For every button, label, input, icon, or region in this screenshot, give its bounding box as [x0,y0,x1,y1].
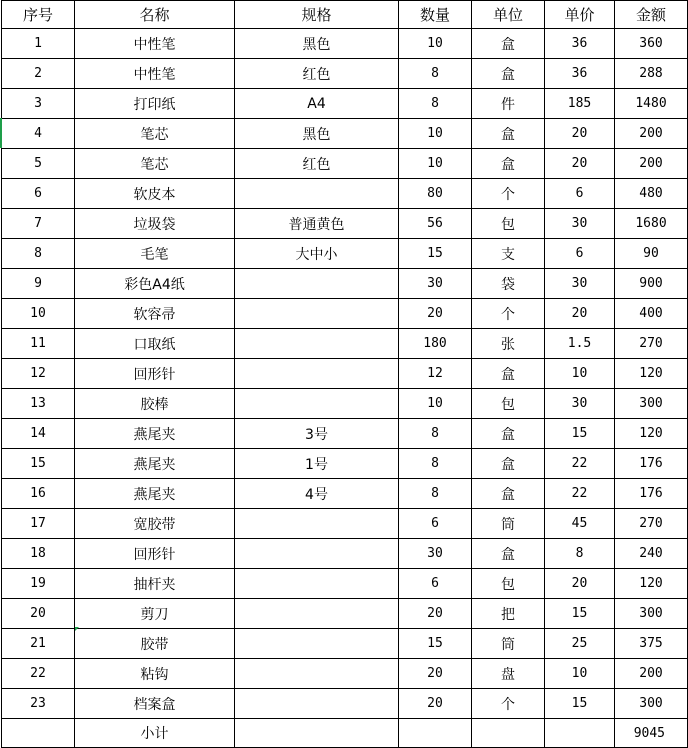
cell-spec[interactable] [235,299,399,329]
cell-unit-price[interactable]: 20 [545,149,615,179]
cell-unit-price[interactable]: 15 [545,689,615,719]
cell-quantity[interactable]: 12 [399,359,472,389]
cell-amount[interactable]: 120 [615,569,688,599]
cell-spec[interactable]: 大中小 [235,239,399,269]
table-row [2,179,688,209]
cell-unit-price[interactable]: 36 [545,29,615,59]
header-spec[interactable]: 规格 [235,1,399,29]
cell-quantity[interactable]: 8 [399,449,472,479]
cell-empty[interactable] [235,719,399,748]
subtotal-amount[interactable]: 9045 [615,719,688,748]
cell-amount[interactable]: 1480 [615,89,688,119]
cell-unit-price[interactable]: 20 [545,299,615,329]
cell-spec[interactable]: 普通黄色 [235,209,399,239]
cell-index[interactable]: 15 [2,449,75,479]
cell-spec[interactable]: 4号 [235,479,399,509]
cell-name[interactable]: 垃圾袋 [75,209,235,239]
cell-empty[interactable] [399,719,472,748]
cell-index[interactable]: 6 [2,179,75,209]
cell-unit-price[interactable]: 20 [545,569,615,599]
cell-amount[interactable]: 270 [615,329,688,359]
table-row [2,479,688,509]
cell-unit[interactable]: 包 [472,389,545,419]
cell-unit[interactable]: 袋 [472,269,545,299]
cell-spec[interactable]: 红色 [235,59,399,89]
cell-spec[interactable] [235,689,399,719]
cell-spec[interactable] [235,569,399,599]
cell-name[interactable]: 中性笔 [75,29,235,59]
header-name[interactable]: 名称 [75,1,235,29]
cell-quantity[interactable]: 20 [399,599,472,629]
cell-name[interactable]: 软容帚 [75,299,235,329]
cell-index[interactable]: 1 [2,29,75,59]
cell-index[interactable]: 22 [2,659,75,689]
cell-unit-price[interactable]: 22 [545,449,615,479]
cell-amount[interactable]: 200 [615,659,688,689]
cell-unit[interactable]: 盒 [472,59,545,89]
cell-index[interactable]: 18 [2,539,75,569]
cell-unit-price[interactable]: 30 [545,209,615,239]
cell-unit-price[interactable]: 25 [545,629,615,659]
table-row [2,569,688,599]
cell-index[interactable]: 9 [2,269,75,299]
cell-spec[interactable] [235,269,399,299]
cell-index[interactable]: 12 [2,359,75,389]
cell-unit[interactable]: 张 [472,329,545,359]
cell-amount[interactable]: 300 [615,689,688,719]
cell-name[interactable]: 档案盒 [75,689,235,719]
cell-quantity[interactable]: 10 [399,29,472,59]
table-row [2,299,688,329]
cell-index[interactable]: 16 [2,479,75,509]
header-unit[interactable]: 单位 [472,1,545,29]
table-row [2,689,688,719]
cell-unit-price[interactable]: 10 [545,659,615,689]
cell-quantity[interactable]: 8 [399,89,472,119]
cell-quantity[interactable]: 10 [399,389,472,419]
cell-quantity[interactable]: 8 [399,419,472,449]
cell-spec[interactable] [235,659,399,689]
cell-name[interactable]: 毛笔 [75,239,235,269]
cell-unit[interactable]: 个 [472,689,545,719]
cell-quantity[interactable]: 20 [399,689,472,719]
cell-unit-price[interactable]: 185 [545,89,615,119]
table-row [2,599,688,629]
table-row [2,269,688,299]
cell-unit[interactable]: 筒 [472,509,545,539]
cell-name[interactable]: 胶带 [75,629,235,659]
cell-name[interactable]: 粘钩 [75,659,235,689]
cell-index[interactable]: 2 [2,59,75,89]
cell-unit[interactable]: 件 [472,89,545,119]
cell-spec[interactable] [235,329,399,359]
table-row [2,659,688,689]
cell-amount[interactable]: 300 [615,389,688,419]
table-row [2,29,688,59]
cell-amount[interactable]: 900 [615,269,688,299]
cell-name[interactable]: 笔芯 [75,119,235,149]
cell-spec[interactable]: 1号 [235,449,399,479]
table-row [2,329,688,359]
header-amount[interactable]: 金额 [615,1,688,29]
cell-amount[interactable]: 176 [615,479,688,509]
cell-amount[interactable]: 300 [615,599,688,629]
cell-spec[interactable]: A4 [235,89,399,119]
cell-index[interactable]: 19 [2,569,75,599]
header-quantity[interactable]: 数量 [399,1,472,29]
cell-spec[interactable] [235,509,399,539]
cell-name[interactable]: 笔芯 [75,149,235,179]
subtotal-row [2,719,688,748]
cell-spec[interactable]: 黑色 [235,29,399,59]
cell-index[interactable]: 10 [2,299,75,329]
cell-quantity[interactable]: 180 [399,329,472,359]
cell-name[interactable]: 中性笔 [75,59,235,89]
cell-amount[interactable]: 240 [615,539,688,569]
table-row [2,539,688,569]
cell-quantity[interactable]: 80 [399,179,472,209]
cell-name[interactable]: 软皮本 [75,179,235,209]
cell-amount[interactable]: 1680 [615,209,688,239]
cell-amount[interactable]: 90 [615,239,688,269]
cell-quantity[interactable]: 10 [399,149,472,179]
cell-unit[interactable]: 盒 [472,359,545,389]
cell-index[interactable]: 21 [2,629,75,659]
cell-unit[interactable]: 盒 [472,479,545,509]
cell-index[interactable]: 4 [2,119,75,149]
subtotal-label[interactable]: 小计 [75,719,235,748]
table-row [2,359,688,389]
header-row [2,1,688,29]
table-row [2,209,688,239]
cell-amount[interactable]: 200 [615,149,688,179]
cell-unit[interactable]: 盘 [472,659,545,689]
cell-name[interactable]: 燕尾夹 [75,449,235,479]
cell-unit[interactable]: 包 [472,569,545,599]
cell-spec[interactable]: 3号 [235,419,399,449]
cell-unit[interactable]: 盒 [472,119,545,149]
cell-spec[interactable] [235,629,399,659]
cell-unit-price[interactable]: 1.5 [545,329,615,359]
cell-unit-price[interactable]: 15 [545,599,615,629]
cell-unit[interactable]: 支 [472,239,545,269]
cell-amount[interactable]: 176 [615,449,688,479]
cell-quantity[interactable]: 6 [399,569,472,599]
cell-unit[interactable]: 盒 [472,29,545,59]
cell-amount[interactable]: 480 [615,179,688,209]
cell-spec[interactable] [235,179,399,209]
office-supplies-table [1,0,688,748]
cell-quantity[interactable]: 8 [399,479,472,509]
cell-index[interactable]: 3 [2,89,75,119]
cell-unit-price[interactable]: 22 [545,479,615,509]
cell-spec[interactable] [235,599,399,629]
cell-unit-price[interactable]: 45 [545,509,615,539]
cell-spec[interactable] [235,359,399,389]
cell-name[interactable]: 胶棒 [75,389,235,419]
table-row [2,629,688,659]
cell-quantity[interactable]: 6 [399,509,472,539]
cell-quantity[interactable]: 10 [399,119,472,149]
cell-amount[interactable]: 288 [615,59,688,89]
cell-empty[interactable] [472,719,545,748]
cell-name[interactable]: 口取纸 [75,329,235,359]
cell-name[interactable]: 打印纸 [75,89,235,119]
cell-index[interactable]: 17 [2,509,75,539]
cell-amount[interactable]: 120 [615,359,688,389]
cell-name[interactable]: 回形针 [75,539,235,569]
cell-name[interactable]: 宽胶带 [75,509,235,539]
cell-quantity[interactable]: 56 [399,209,472,239]
cell-index[interactable]: 20 [2,599,75,629]
cell-unit[interactable]: 盒 [472,419,545,449]
cell-unit[interactable]: 盒 [472,449,545,479]
cell-name[interactable]: 燕尾夹 [75,419,235,449]
cell-empty[interactable] [2,719,75,748]
table-row [2,509,688,539]
cell-spec[interactable] [235,389,399,419]
cell-index[interactable]: 8 [2,239,75,269]
header-unit-price[interactable]: 单价 [545,1,615,29]
header-index[interactable]: 序号 [2,1,75,29]
cell-amount[interactable]: 400 [615,299,688,329]
cell-spec[interactable]: 红色 [235,149,399,179]
cell-name[interactable]: 剪刀 [75,599,235,629]
cell-unit[interactable]: 个 [472,179,545,209]
cell-unit[interactable]: 包 [472,209,545,239]
cell-amount[interactable]: 270 [615,509,688,539]
cell-quantity[interactable]: 20 [399,659,472,689]
cell-quantity[interactable]: 15 [399,629,472,659]
cell-unit-price[interactable]: 30 [545,269,615,299]
cell-unit-price[interactable]: 15 [545,419,615,449]
cell-unit-price[interactable]: 6 [545,239,615,269]
cell-quantity[interactable]: 15 [399,239,472,269]
cell-quantity[interactable]: 8 [399,59,472,89]
cell-index[interactable]: 5 [2,149,75,179]
cell-unit-price[interactable]: 20 [545,119,615,149]
cell-quantity[interactable]: 20 [399,299,472,329]
cell-unit[interactable]: 盒 [472,149,545,179]
cell-quantity[interactable]: 30 [399,269,472,299]
cell-unit[interactable]: 盒 [472,539,545,569]
cell-unit[interactable]: 把 [472,599,545,629]
cell-amount[interactable]: 200 [615,119,688,149]
cell-unit-price[interactable]: 10 [545,359,615,389]
table-row [2,239,688,269]
cell-unit-price[interactable]: 8 [545,539,615,569]
cell-unit-price[interactable]: 36 [545,59,615,89]
cell-name[interactable]: 回形针 [75,359,235,389]
cell-quantity[interactable]: 30 [399,539,472,569]
cell-name[interactable]: 彩色A4纸 [75,269,235,299]
table-row [2,59,688,89]
cell-unit-price[interactable]: 30 [545,389,615,419]
cell-amount[interactable]: 120 [615,419,688,449]
cell-index[interactable]: 13 [2,389,75,419]
active-cell-marker [0,118,2,148]
cell-index[interactable]: 11 [2,329,75,359]
cell-name[interactable]: 抽杆夹 [75,569,235,599]
cell-amount[interactable]: 375 [615,629,688,659]
comment-indicator [75,627,79,631]
cell-spec[interactable] [235,539,399,569]
table-row [2,119,688,149]
cell-index[interactable]: 23 [2,689,75,719]
cell-spec[interactable]: 黑色 [235,119,399,149]
cell-unit[interactable]: 筒 [472,629,545,659]
cell-amount[interactable]: 360 [615,29,688,59]
cell-unit[interactable]: 个 [472,299,545,329]
table-row [2,389,688,419]
cell-index[interactable]: 7 [2,209,75,239]
cell-unit-price[interactable]: 6 [545,179,615,209]
cell-index[interactable]: 14 [2,419,75,449]
cell-name[interactable]: 燕尾夹 [75,479,235,509]
table-row [2,89,688,119]
table-row [2,149,688,179]
table-row [2,449,688,479]
cell-empty[interactable] [545,719,615,748]
table-row [2,419,688,449]
